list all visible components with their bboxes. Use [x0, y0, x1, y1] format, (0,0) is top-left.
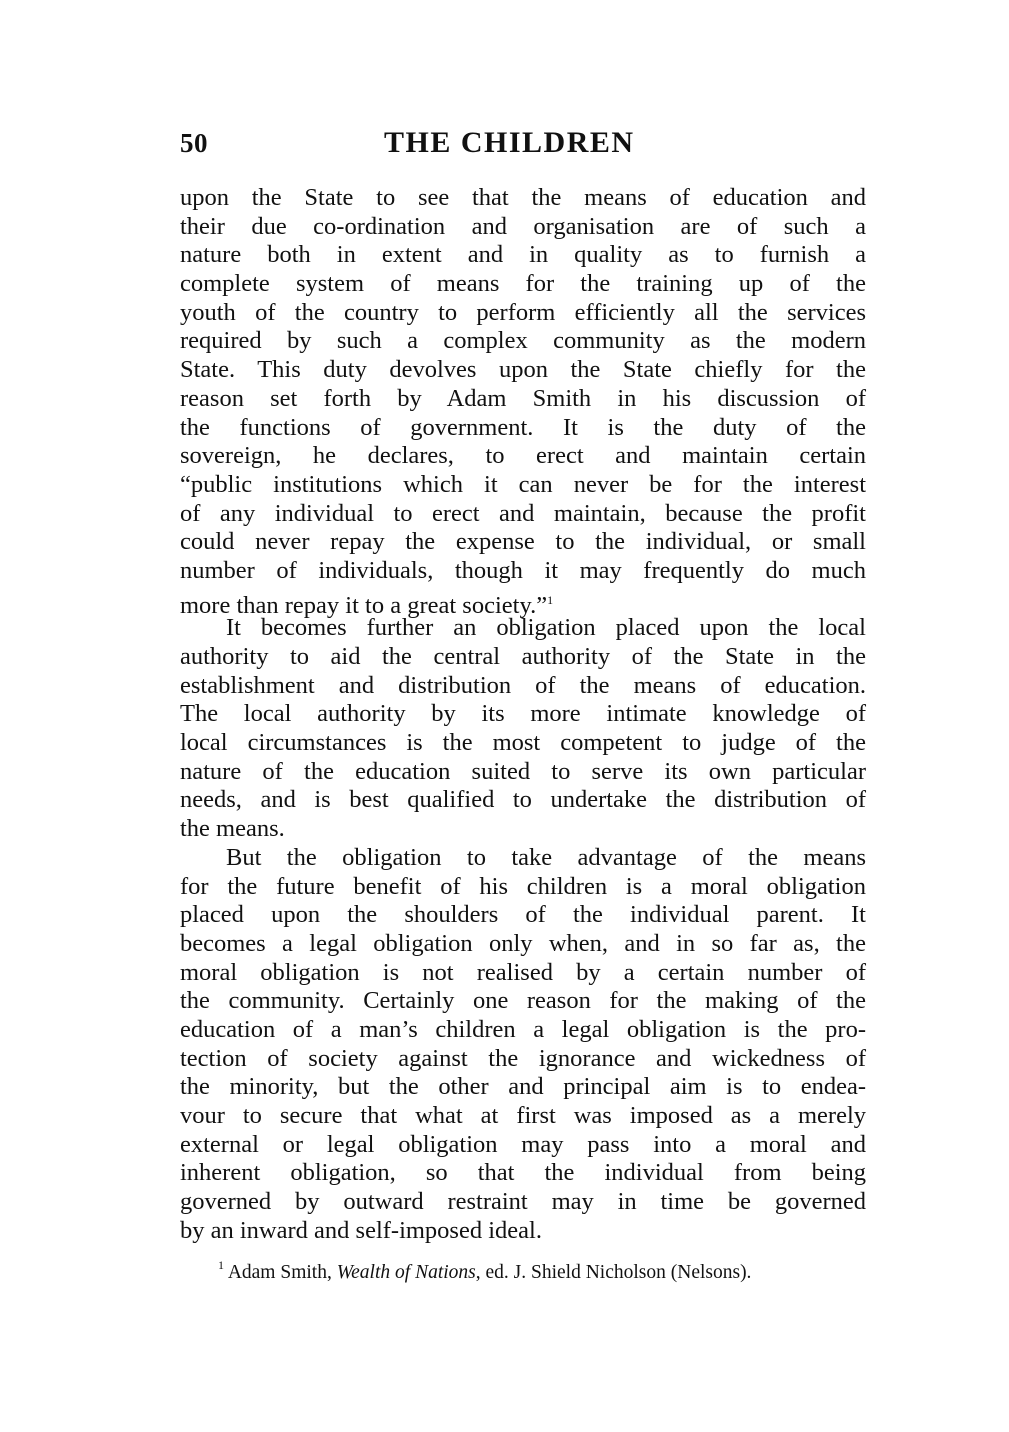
text-line: But the obligation to take advantage of the means [226, 843, 866, 871]
text-line: authority to aid the central authority of the State in the [180, 643, 866, 670]
text-line: local circumstances is the most competent to judge of the [180, 729, 866, 757]
page-title: THE CHILDREN [384, 126, 635, 159]
text-line: required by such a complex community as the modern [180, 327, 866, 355]
footnote-reference: 1 [547, 592, 554, 607]
footnote-author: Adam Smith, [227, 1262, 332, 1283]
text-line: becomes a legal obligation only when, and in so far as, the [180, 929, 866, 957]
text-line: It becomes further an obligation placed upon the local [226, 614, 866, 642]
text-line: more than repay it to a great society.” [180, 591, 548, 619]
text-line: needs, and is best qualified to undertake the distribution of [180, 786, 866, 814]
text-line: reason set forth by Adam Smith in his discussion of [180, 384, 866, 412]
text-line: nature of the education suited to serve its own particular [180, 757, 866, 785]
text-line: The local authority by its more intimate knowledge of [180, 700, 866, 728]
page-number: 50 [180, 128, 208, 158]
text-line: tection of society against the ignorance and wickedness of [180, 1044, 866, 1072]
text-line: vour to secure that what at first was imposed as a merely [180, 1102, 866, 1129]
text-line: governed by outward restraint may in time be governed [180, 1188, 866, 1216]
footnote-details: , ed. J. Shield Nicholson (Nelsons). [475, 1262, 752, 1283]
footnote-marker: 1 [218, 1258, 224, 1272]
text-line: of any individual to erect and maintain, because the profit [180, 499, 866, 527]
body-text [180, 184, 866, 1245]
text-line: the minority, but the other and principal aim is to endea- [180, 1073, 866, 1101]
footnote [218, 1258, 751, 1284]
text-line: upon the State to see that the means of education and [180, 184, 866, 211]
text-line: sovereign, he declares, to erect and maintain certain [180, 442, 866, 470]
text-line: the community. Certainly one reason for the making of the [180, 987, 866, 1015]
text-line: establishment and distribution of the means of education. [180, 671, 866, 699]
text-line: for the future benefit of his children is a moral obligation [180, 872, 866, 900]
text-line: the means. [180, 815, 285, 843]
text-line: placed upon the shoulders of the individual parent. It [180, 901, 866, 929]
text-line: the functions of government. It is the duty of the [180, 413, 866, 441]
text-line: could never repay the expense to the individual, or small [180, 528, 866, 556]
text-line: youth of the country to perform efficiently all the services [180, 298, 866, 326]
text-line: “public institutions which it can never be for the interest [180, 470, 866, 498]
text-line: number of individuals, though it may frequently do much [180, 556, 866, 584]
text-line: their due co-ordination and organisation are of such a [180, 212, 866, 240]
text-line: nature both in extent and in quality as to furnish a [180, 241, 866, 269]
text-line: complete system of means for the training up of the [180, 270, 866, 298]
text-line: education of a man’s children a legal obligation is the pro- [180, 1015, 866, 1043]
text-line: inherent obligation, so that the individual from being [180, 1159, 866, 1187]
text-line: external or legal obligation may pass into a moral and [180, 1130, 866, 1158]
text-line-with-footnote-ref [180, 586, 866, 619]
text-line: moral obligation is not realised by a certain number of [180, 958, 866, 986]
running-head [180, 128, 866, 164]
footnote-work-title: Wealth of Nations [336, 1262, 476, 1283]
text-line: by an inward and self-imposed ideal. [180, 1216, 542, 1244]
text-line: State. This duty devolves upon the State chiefly for the [180, 356, 866, 384]
